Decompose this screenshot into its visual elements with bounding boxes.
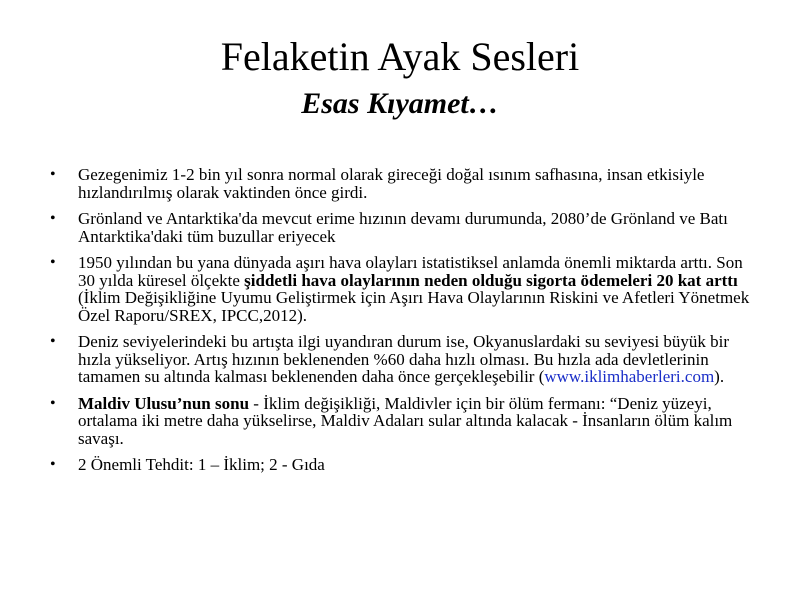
bullet-item-4 <box>48 333 753 386</box>
bullet-text-after: ). <box>714 367 725 386</box>
bullet-icon: • <box>50 456 56 473</box>
bullet-item-6 <box>48 456 753 474</box>
bullet-text: 2 Önemli Tehdit: 1 – İklim; 2 - Gıda <box>78 455 325 474</box>
bullet-text-after: (İklim Değişikliğine Uyumu Geliştirmek için Aşırı Hava Olaylarının Riskini ve Afetleri Yönetmek Özel Raporu/SREX, IPCC,2012). <box>78 288 750 325</box>
bullet-item-2 <box>48 210 753 245</box>
bullet-text: Gezegenimiz 1-2 bin yıl sonra normal olarak gireceği doğal ısınım safhasına, insan etkisiyle hızlandırılmış olarak vaktinden önce girdi. <box>78 165 705 202</box>
bullet-icon: • <box>50 394 56 412</box>
bullet-icon: • <box>50 166 56 183</box>
bullet-icon: • <box>50 254 56 271</box>
slide-title: Felaketin Ayak Sesleri <box>220 34 580 79</box>
bullet-bold-text: Maldiv Ulusu’nun sonu <box>78 393 250 413</box>
bullet-icon: • <box>50 210 56 227</box>
bullet-icon: • <box>50 333 56 350</box>
bullet-bold-text: şiddetli hava olaylarının neden olduğu sigorta ödemeleri 20 kat arttı <box>244 270 738 290</box>
bullet-list <box>48 166 753 483</box>
source-link[interactable]: www.iklimhaberleri.com <box>544 367 715 386</box>
bullet-text: Grönland ve Antarktika'da mevcut erime hızının devamı durumunda, 2080’de Grönland ve Batı Antarktika'daki tüm buzullar eriyecek <box>78 209 728 246</box>
bullet-item-1 <box>48 166 753 201</box>
bullet-text-after: - İklim değişikliği, Maldivler için bir ölüm fermanı: “Deniz yüzeyi, ortalama iki metre daha yükselirse, Maldiv Adaları sular altında kalacak - İnsanların ölüm kalım savaşı. <box>78 393 733 448</box>
bullet-text: 1950 yılından bu yana dünyada aşırı hava olayları istatistiksel anlamda önemli miktarda arttı. Son 30 yılda küresel ölçekte <box>78 253 743 290</box>
slide-subtitle: Esas Kıyamet… <box>301 87 499 120</box>
bullet-item-5 <box>48 395 753 448</box>
bullet-text: Deniz seviyelerindeki bu artışta ilgi uyandıran durum ise, Okyanuslardaki su seviyesi büyük bir hızla yükseliyor. Artış hızının beklenenden %60 daha hızlı olması. Bu hızla ada devletlerinin tamamen su altında kalması beklenenden daha önce gerçekleşebilir ( <box>78 332 730 386</box>
bullet-item-3 <box>48 254 753 324</box>
